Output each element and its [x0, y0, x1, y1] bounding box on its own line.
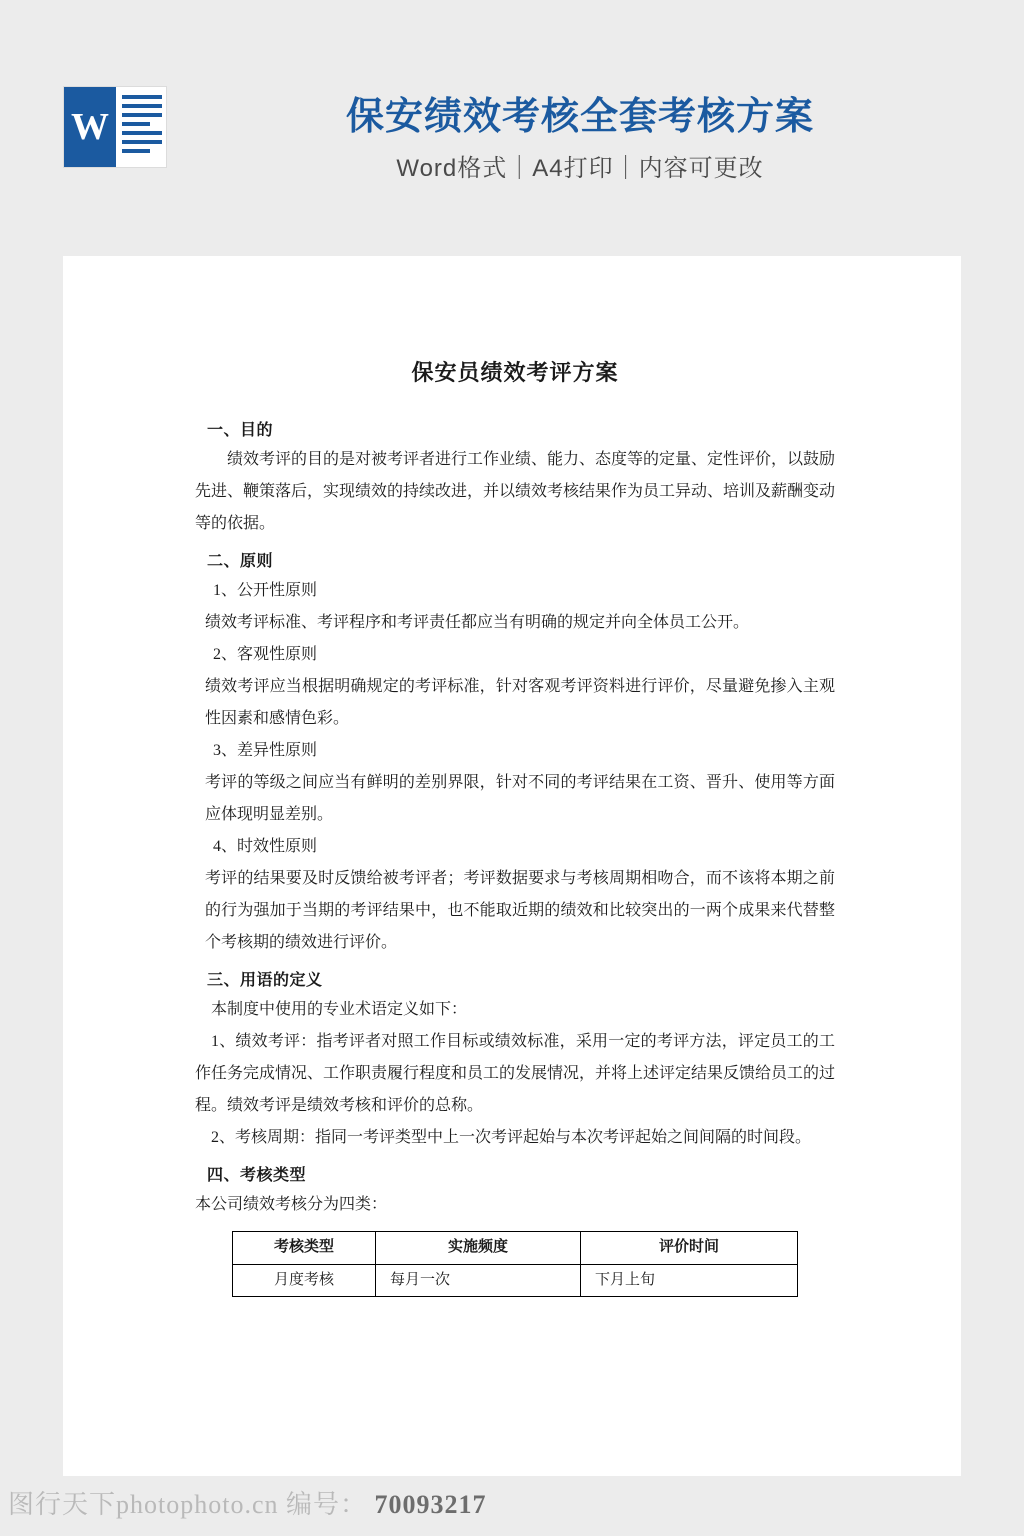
table-header-row: [233, 1232, 798, 1265]
header-title: 保安绩效考核全套考核方案: [345, 96, 814, 138]
footer-bar: [0, 1476, 1024, 1536]
table-cell-frequency: 每月一次: [376, 1264, 581, 1297]
assessment-table-wrap: [195, 1231, 835, 1297]
table-cell-type: 月度考核: [233, 1264, 376, 1297]
section-2-item-1-text: 绩效考评标准、考评程序和考评责任都应当有明确的规定并向全体员工公开。: [205, 614, 750, 631]
watermark-text: [8, 1484, 487, 1521]
section-3-item-1-text: 1、绩效考评：指考评者对照工作目标或绩效标准，采用一定的考评方法，评定员工的工作任务完成情况、工作职责履行程度和员工的发展情况，并将上述评定结果反馈给员工的过程。绩效考评是绩效考核和评价的总称。: [195, 1033, 836, 1114]
assessment-type-table: [232, 1231, 798, 1297]
section-3-lead: 本制度中使用的专业术语定义如下：: [211, 1001, 468, 1018]
section-heading-3: 三、用语的定义: [207, 972, 323, 989]
section-heading-1: 一、目的: [207, 422, 274, 439]
section-4-lead: 本公司绩效考核分为四类：: [195, 1196, 388, 1213]
section-2-item-2-label: 2、客观性原则: [213, 646, 318, 663]
section-1-paragraph-1: 绩效考评的目的是对被考评者进行工作业绩、能力、态度等的定量、定性评价，以鼓励先进、鞭策落后，实现绩效的持续改进，并以绩效考核结果作为员工异动、培训及薪酬变动等的依据。: [195, 451, 836, 532]
document-title: 保安员绩效考评方案: [411, 360, 619, 385]
watermark-label: 图行天下photophoto.cn 编号：: [8, 1490, 367, 1519]
table-row: [233, 1264, 798, 1297]
table-header-cell-1: 考核类型: [233, 1232, 376, 1265]
section-2-item-3-text: 考评的等级之间应当有鲜明的差别界限，针对不同的考评结果在工资、晋升、使用等方面应体现明显差别。: [205, 774, 835, 823]
header-subtitle: Word格式｜A4打印｜内容可更改: [396, 155, 764, 182]
document-sheet: [63, 256, 961, 1476]
section-3-item-2-text: 2、考核周期：指同一考评类型中上一次考评起始与本次考评起始之间间隔的时间段。: [211, 1129, 812, 1146]
word-logo-letter: W: [71, 106, 109, 148]
word-logo-lines: [122, 95, 162, 159]
section-2-item-3-label: 3、差异性原则: [213, 742, 318, 759]
section-2-item-4-text: 考评的结果要及时反馈给被考评者；考评数据要求与考核周期相吻合，而不该将本期之前的行为强加于当期的考评结果中，也不能取近期的绩效和比较突出的一两个成果来代替整个考核期的绩效进行评价。: [205, 870, 835, 951]
header-banner: [0, 0, 1024, 256]
table-header-cell-3: 评价时间: [581, 1232, 798, 1265]
word-logo-icon: [63, 86, 167, 168]
table-cell-time: 下月上旬: [581, 1264, 798, 1297]
section-2-item-1-label: 1、公开性原则: [213, 582, 318, 599]
watermark-image-number: 70093217: [374, 1490, 487, 1519]
word-logo-letter-block: [64, 87, 116, 167]
section-2-item-4-label: 4、时效性原则: [213, 838, 318, 855]
document-body: [195, 356, 835, 1297]
table-header-cell-2: 实施频度: [376, 1232, 581, 1265]
section-2-item-2-text: 绩效考评应当根据明确规定的考评标准，针对客观考评资料进行评价，尽量避免掺入主观性因素和感情色彩。: [205, 678, 835, 727]
section-heading-2: 二、原则: [207, 553, 274, 570]
section-heading-4: 四、考核类型: [207, 1167, 307, 1184]
